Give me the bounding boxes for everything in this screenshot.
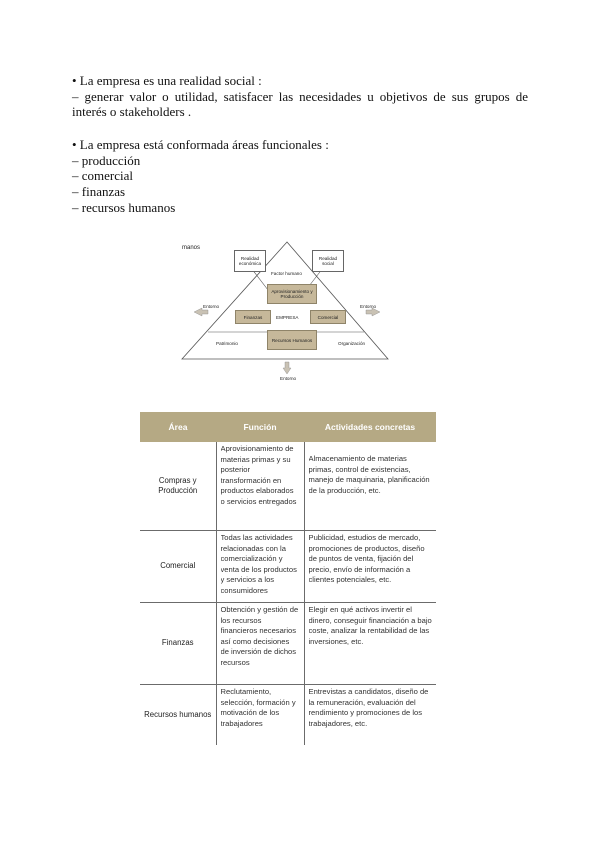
empresa-diagram <box>178 240 396 388</box>
areas-table <box>140 412 436 745</box>
entorno-left-arrow <box>194 308 208 316</box>
aprovisionamiento-box: Aprovisionamiento y Producción <box>267 284 317 304</box>
cell-actividades: Elegir en qué activos invertir el dinero, conseguir financiación a bajo coste, analizar la rentabilidad de las inversiones, etc. <box>304 603 436 685</box>
cell-actividades: Publicidad, estudios de mercado, promociones de productos, diseño de puntos de venta, fijación del precio, envío de información a clientes potenciales, etc. <box>304 531 436 603</box>
cell-actividades: Entrevistas a candidatos, diseño de la remuneración, evaluación del rendimiento y promociones de los trabajadores, etc. <box>308 687 429 728</box>
area-item-finanzas: – finanzas <box>72 184 126 199</box>
entorno-bottom-label: Entorno <box>280 376 297 381</box>
cell-funcion: Obtención y gestión de los recursos financieros necesarios así como decisiones de inversión de dichos recursos <box>216 603 304 685</box>
realidad-social-box: Realidad social <box>312 250 344 272</box>
cell-area: Comercial <box>140 531 216 603</box>
area-item-comercial: – comercial <box>72 168 133 183</box>
patrimonio-label: Patrimonio <box>216 341 238 346</box>
cell-funcion: Reclutamiento, selección, formación y motivación de los trabajadores <box>216 685 304 746</box>
area-item-recursos-humanos: – recursos humanos <box>72 200 176 215</box>
table-header-row <box>140 412 436 442</box>
cell-actividades: Almacenamiento de materias primas, control de existencias, manejo de maquinaria, planificación de la producción, etc. <box>304 442 436 531</box>
cell-area: Finanzas <box>140 603 216 685</box>
cell-area: Recursos humanos <box>140 685 216 746</box>
organizacion-label: Organización <box>338 341 366 346</box>
realidad-economica-box: Realidad económica <box>234 250 266 272</box>
finanzas-box: Finanzas <box>235 310 271 324</box>
entorno-right-label: Entorno <box>360 304 377 309</box>
corner-label: manos <box>182 245 201 251</box>
cell-funcion: Aprovisionamiento de materias primas y su posterior transformación en productos elaborados o servicios entregados <box>216 442 304 531</box>
stakeholders-line: – generar valor o utilidad, satisfacer las necesidades u objetivos de sus grupos de interés o stakeholders . <box>72 89 528 119</box>
entorno-left-label: Entorno <box>203 304 220 309</box>
empresa-label: EMPRESA <box>276 315 299 320</box>
entorno-bottom-arrow <box>283 362 291 374</box>
header-area: Área <box>140 412 216 442</box>
comercial-box: Comercial <box>310 310 346 324</box>
factor-humano-label: Factor humano <box>271 271 302 276</box>
header-actividades: Actividades concretas <box>304 412 436 442</box>
entorno-right-arrow <box>366 308 380 316</box>
area-item-produccion: – producción <box>72 153 141 168</box>
cell-funcion: Todas las actividades relacionadas con la comercialización y venta de los productos y servicios a los consumidores <box>216 531 304 603</box>
table-row <box>140 531 436 603</box>
table-row <box>140 442 436 531</box>
bullet-empresa-realidad-social: • La empresa es una realidad social : <box>72 73 262 88</box>
table-row <box>140 685 436 746</box>
recursos-humanos-box: Recursos Humanos <box>267 330 317 350</box>
table-row <box>140 603 436 685</box>
bullet-areas-funcionales: • La empresa está conformada áreas funcionales : <box>72 137 329 152</box>
diagram-lines <box>178 240 396 388</box>
cell-area: Compras y Producción <box>140 442 216 531</box>
header-funcion: Función <box>216 412 304 442</box>
